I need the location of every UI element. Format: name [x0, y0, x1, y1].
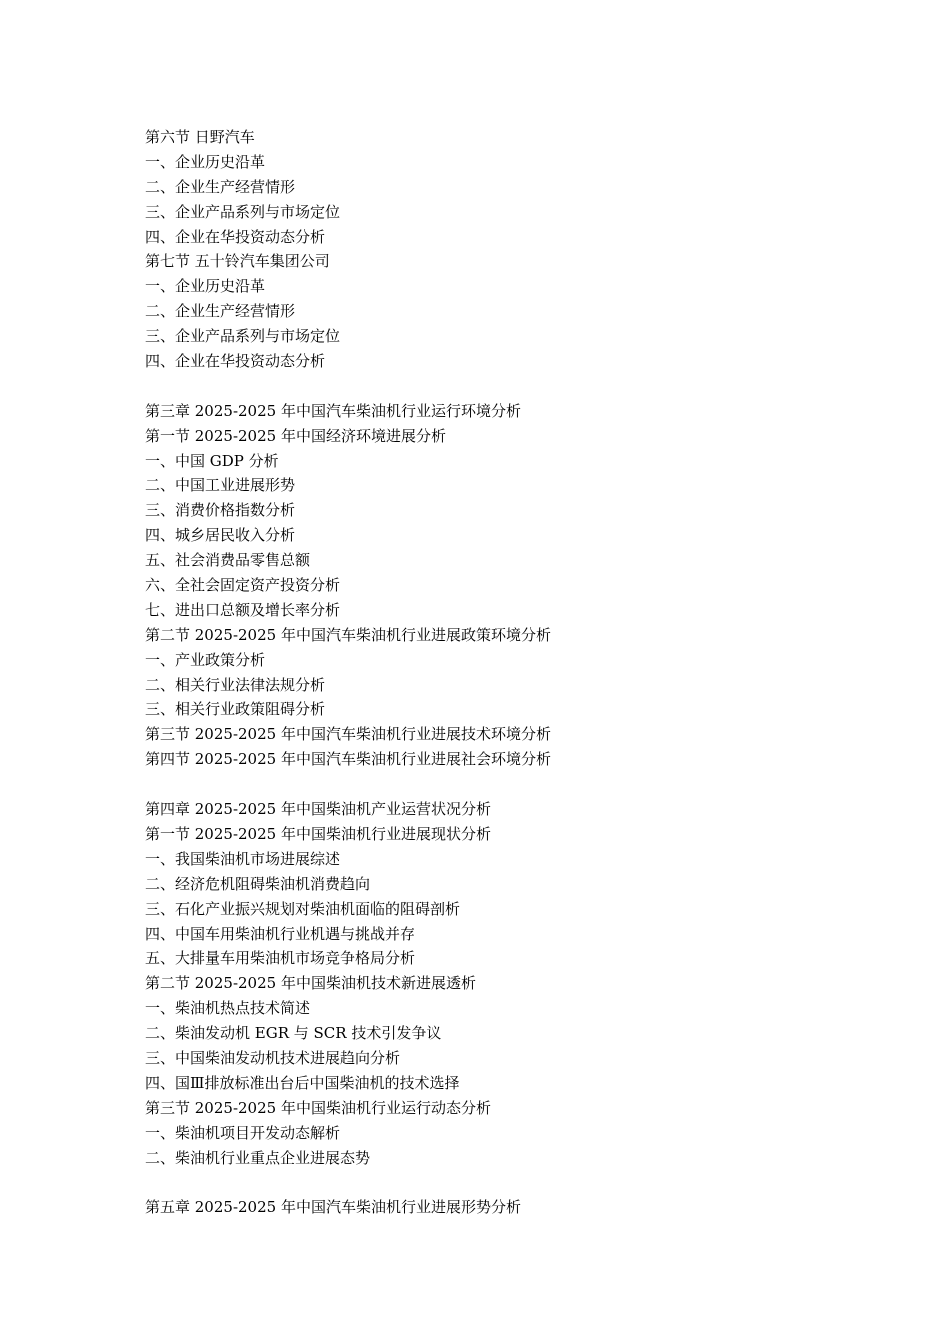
- toc-entry: 一、我国柴油机市场进展综述: [145, 849, 341, 868]
- blank-line: [145, 772, 905, 797]
- toc-entry: 二、经济危机阻碍柴油机消费趋向: [145, 874, 371, 893]
- toc-entry: 四、国Ⅲ排放标准出台后中国柴油机的技术选择: [145, 1073, 460, 1092]
- toc-entry: 二、相关行业法律法规分析: [145, 675, 326, 694]
- toc-entry: 第七节 五十铃汽车集团公司: [145, 252, 330, 271]
- toc-entry: 二、企业生产经营情形: [145, 177, 296, 196]
- toc-entry: 第六节 日野汽车: [145, 128, 255, 146]
- toc-entry: 四、企业在华投资动态分析: [145, 352, 326, 371]
- table-of-contents: [145, 125, 905, 1220]
- toc-entry: 一、柴油机项目开发动态解析: [145, 1123, 341, 1142]
- toc-entry: 五、大排量车用柴油机市场竞争格局分析: [145, 949, 416, 968]
- toc-entry: 第二节 2025-2025 年中国汽车柴油机行业进展政策环境分析: [145, 625, 551, 644]
- toc-entry: 第三节 2025-2025 年中国柴油机行业运行动态分析: [145, 1098, 491, 1117]
- toc-entry: 第三节 2025-2025 年中国汽车柴油机行业进展技术环境分析: [145, 725, 551, 744]
- toc-entry: 三、石化产业振兴规划对柴油机面临的阻碍剖析: [145, 899, 461, 918]
- toc-entry: 一、企业历史沿革: [145, 277, 266, 296]
- toc-entry: 一、产业政策分析: [145, 650, 266, 669]
- toc-entry: 二、柴油机行业重点企业进展态势: [145, 1148, 371, 1167]
- toc-entry: 一、中国 GDP 分析: [145, 451, 279, 470]
- toc-entry: 三、企业产品系列与市场定位: [145, 327, 341, 346]
- toc-entry: 五、社会消费品零售总额: [145, 551, 311, 570]
- toc-entry: 三、相关行业政策阻碍分析: [145, 700, 326, 719]
- toc-entry: 第一节 2025-2025 年中国柴油机行业进展现状分析: [145, 824, 491, 843]
- toc-entry: 六、全社会固定资产投资分析: [145, 576, 341, 595]
- toc-entry: 第四章 2025-2025 年中国柴油机产业运营状况分析: [145, 800, 491, 819]
- toc-entry: 四、城乡居民收入分析: [145, 526, 296, 545]
- toc-entry: 四、企业在华投资动态分析: [145, 227, 326, 246]
- blank-line: [145, 374, 905, 399]
- toc-entry: 三、中国柴油发动机技术进展趋向分析: [145, 1048, 401, 1067]
- toc-entry: 二、企业生产经营情形: [145, 302, 296, 321]
- toc-entry: 三、消费价格指数分析: [145, 501, 296, 520]
- toc-entry: 第一节 2025-2025 年中国经济环境进展分析: [145, 426, 446, 445]
- blank-line: [145, 1170, 905, 1195]
- toc-entry: 第三章 2025-2025 年中国汽车柴油机行业运行环境分析: [145, 401, 521, 420]
- toc-entry: 第四节 2025-2025 年中国汽车柴油机行业进展社会环境分析: [145, 750, 551, 769]
- toc-entry: 一、企业历史沿革: [145, 152, 266, 171]
- toc-entry: 第二节 2025-2025 年中国柴油机技术新进展透析: [145, 974, 476, 993]
- toc-entry: 四、中国车用柴油机行业机遇与挑战并存: [145, 924, 416, 943]
- toc-entry: 二、柴油发动机 EGR 与 SCR 技术引发争议: [145, 1024, 442, 1043]
- toc-entry: 第五章 2025-2025 年中国汽车柴油机行业进展形势分析: [145, 1198, 521, 1217]
- toc-entry: 二、中国工业进展形势: [145, 476, 296, 495]
- toc-entry: 三、企业产品系列与市场定位: [145, 202, 341, 221]
- toc-entry: 七、进出口总额及增长率分析: [145, 600, 341, 619]
- toc-entry: 一、柴油机热点技术简述: [145, 999, 311, 1018]
